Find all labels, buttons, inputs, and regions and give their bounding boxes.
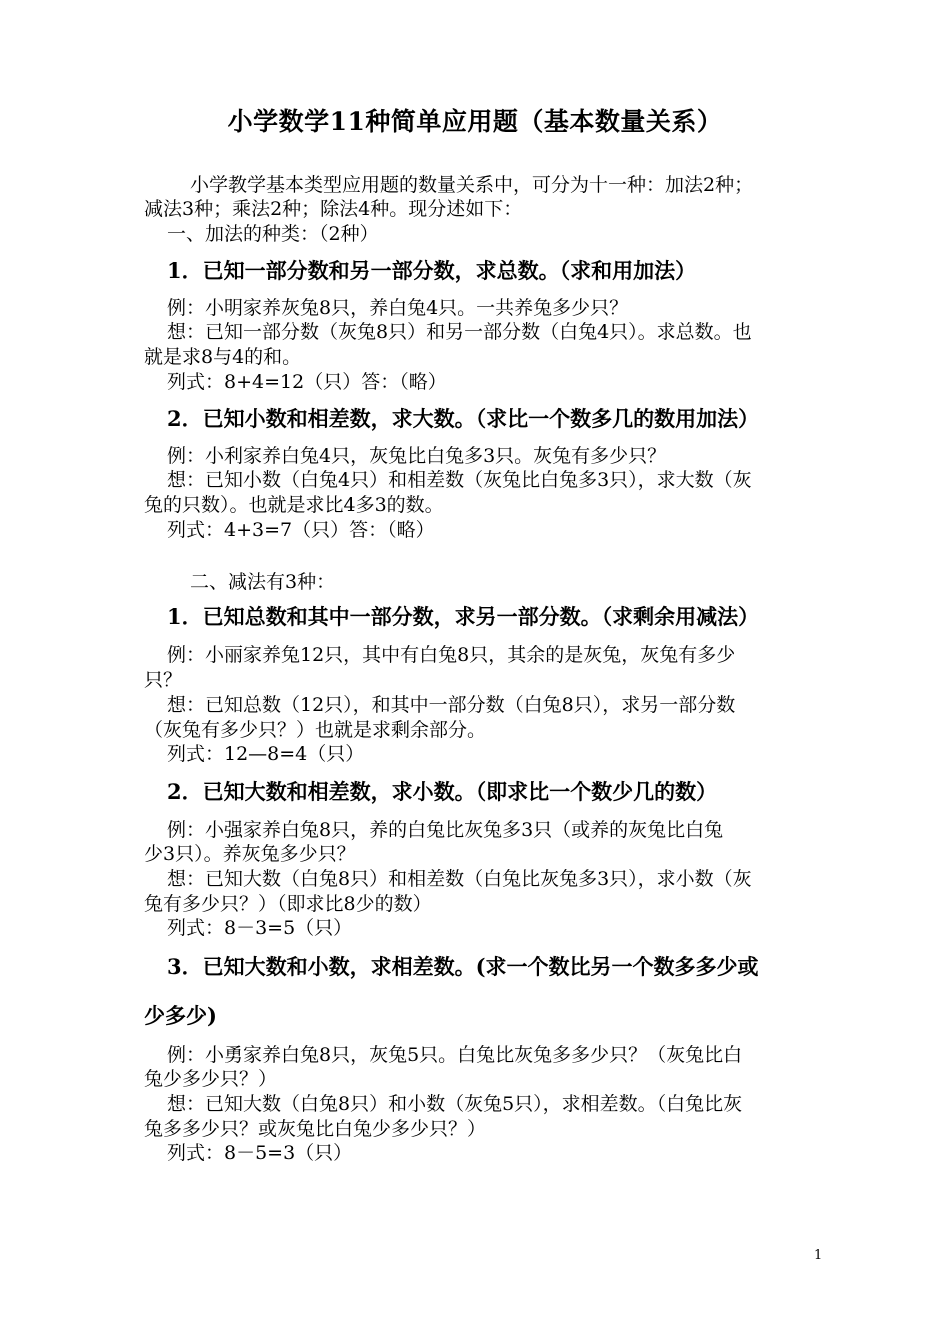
reasoning-sub-1-line-1: 想：已知总数（12只），和其中一部分数（白兔8只），求另一部分数: [167, 694, 736, 716]
example-add-1: 例：小明家养灰兔8只，养白兔4只。一共养兔多少只？: [167, 297, 629, 319]
reasoning-sub-1-line-2: （灰兔有多少只？）也就是求剩余部分。: [144, 719, 487, 741]
subheading-add-2: 2．已知小数和相差数，求大数。（求比一个数多几的数用加法）: [167, 406, 760, 431]
formula-sub-1: 列式：12—8=4（只）: [167, 743, 365, 765]
formula-add-1: 列式：8+4=12（只）答：（略）: [167, 371, 447, 393]
reasoning-sub-3-line-2: 兔多多少只？或灰兔比白兔少多少只？）: [144, 1118, 487, 1140]
formula-sub-2: 列式：8－3=5（只）: [167, 917, 353, 939]
reasoning-sub-3-line-1: 想：已知大数（白兔8只）和小数（灰兔5只），求相差数。（白兔比灰: [167, 1093, 743, 1115]
reasoning-add-2-line-2: 兔的只数）。也就是求比4多3的数。: [144, 494, 444, 516]
intro-line-2: 减法3种；乘法2种；除法4种。现分述如下：: [144, 198, 523, 220]
formula-sub-3: 列式：8－5=3（只）: [167, 1142, 353, 1164]
example-sub-2-line-2: 少3只）。养灰兔多少只？: [144, 843, 356, 865]
example-sub-1-line-2: 只？: [144, 669, 183, 691]
formula-add-2: 列式：4+3=7（只）答：（略）: [167, 519, 435, 541]
example-add-2: 例：小利家养白兔4只，灰兔比白兔多3只。灰兔有多少只？: [167, 445, 667, 467]
subheading-sub-1: 1．已知总数和其中一部分数，求另一部分数。（求剩余用减法）: [167, 604, 760, 629]
reasoning-add-1-line-1: 想：已知一部分数（灰兔8只）和另一部分数（白兔4只）。求总数。也: [167, 321, 752, 343]
reasoning-add-1-line-2: 就是求8与4的和。: [144, 346, 302, 368]
reasoning-sub-2-line-1: 想：已知大数（白兔8只）和相差数（白兔比灰兔多3只），求小数（灰: [167, 868, 752, 890]
intro-line-1: 小学教学基本类型应用题的数量关系中，可分为十一种：加法2种；: [190, 174, 754, 196]
section-heading-subtraction: 二、减法有3种：: [190, 571, 336, 593]
subheading-sub-3-line-2: 少多少): [144, 1003, 217, 1028]
reasoning-add-2-line-1: 想：已知小数（白兔4只）和相差数（灰兔比白兔多3只），求大数（灰: [167, 469, 752, 491]
example-sub-2-line-1: 例：小强家养白兔8只，养的白兔比灰兔多3只（或养的灰兔比白兔: [167, 819, 724, 841]
section-heading-addition: 一、加法的种类：（2种）: [167, 223, 379, 245]
subheading-sub-3-line-1: 3．已知大数和小数，求相差数。(求一个数比另一个数多多少或: [167, 954, 759, 979]
reasoning-sub-2-line-2: 兔有多少只？）（即求比8少的数）: [144, 893, 432, 915]
page-title: 小学数学11种简单应用题（基本数量关系）: [227, 107, 723, 136]
example-sub-3-line-2: 兔少多少只？）: [144, 1068, 278, 1090]
example-sub-3-line-1: 例：小勇家养白兔8只，灰兔5只。白兔比灰兔多多少只？（灰兔比白: [167, 1044, 743, 1066]
subheading-sub-2: 2．已知大数和相差数，求小数。（即求比一个数少几的数）: [167, 779, 718, 804]
page-number: 1: [814, 1248, 823, 1263]
example-sub-1-line-1: 例：小丽家养兔12只，其中有白兔8只，其余的是灰兔，灰兔有多少: [167, 644, 736, 666]
subheading-add-1: 1．已知一部分数和另一部分数，求总数。（求和用加法）: [167, 258, 697, 283]
